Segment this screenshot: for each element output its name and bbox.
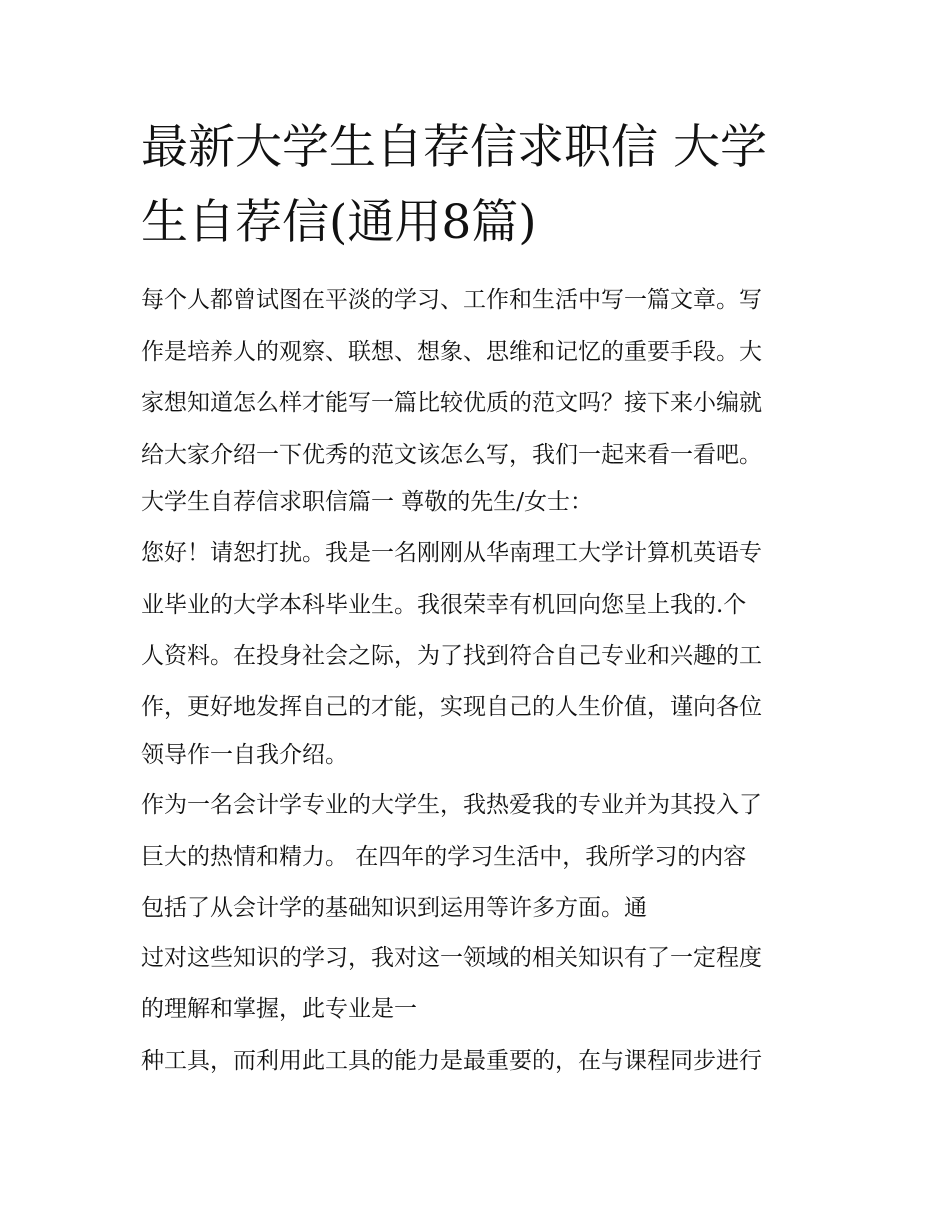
body-line-14: 过对这些知识的学习，我对这一领域的相关知识有了一定程度 [141,945,762,971]
body-line-2: 作是培养人的观察、联想、想象、思维和记忆的重要手段。大 [141,339,762,365]
body-line-13: 包括了从会计学的基础知识到运用等许多方面。通 [141,895,647,921]
body-line-8: 人资料。在投身社会之际，为了找到符合自己专业和兴趣的工 [141,643,762,669]
body-line-9: 作，更好地发挥自己的才能，实现自己的人生价值，谨向各位 [141,694,762,720]
body-line-4: 给大家介绍一下优秀的范文该怎么写，我们一起来看一看吧。 [141,442,762,468]
body-line-15: 的理解和掌握，此专业是一 [141,996,417,1022]
body-line-3: 家想知道怎么样才能写一篇比较优质的范文吗？接下来小编就 [141,390,762,416]
body-line-1: 每个人都曾试图在平淡的学习、工作和生活中写一篇文章。写 [141,287,762,313]
document-title [141,110,841,260]
title-line-2: 生自荐信(通用8篇) [141,195,537,250]
body-line-7: 业毕业的大学本科毕业生。我很荣幸有机回向您呈上我的.个 [141,592,747,618]
body-line-11: 作为一名会计学专业的大学生，我热爱我的专业并为其投入了 [141,792,762,818]
body-line-16: 种工具，而利用此工具的能力是最重要的，在与课程同步进行 [141,1048,762,1074]
title-line-1: 最新大学生自荐信求职信 大学 [141,120,767,175]
body-line-10: 领导作一自我介绍。 [141,742,348,768]
body-line-12: 巨大的热情和精力。 在四年的学习生活中，我所学习的内容 [141,844,747,870]
body-line-5: 大学生自荐信求职信篇一 尊敬的先生/女士： [141,489,594,515]
body-line-6: 您好！请恕打扰。我是一名刚刚从华南理工大学计算机英语专 [141,540,762,566]
